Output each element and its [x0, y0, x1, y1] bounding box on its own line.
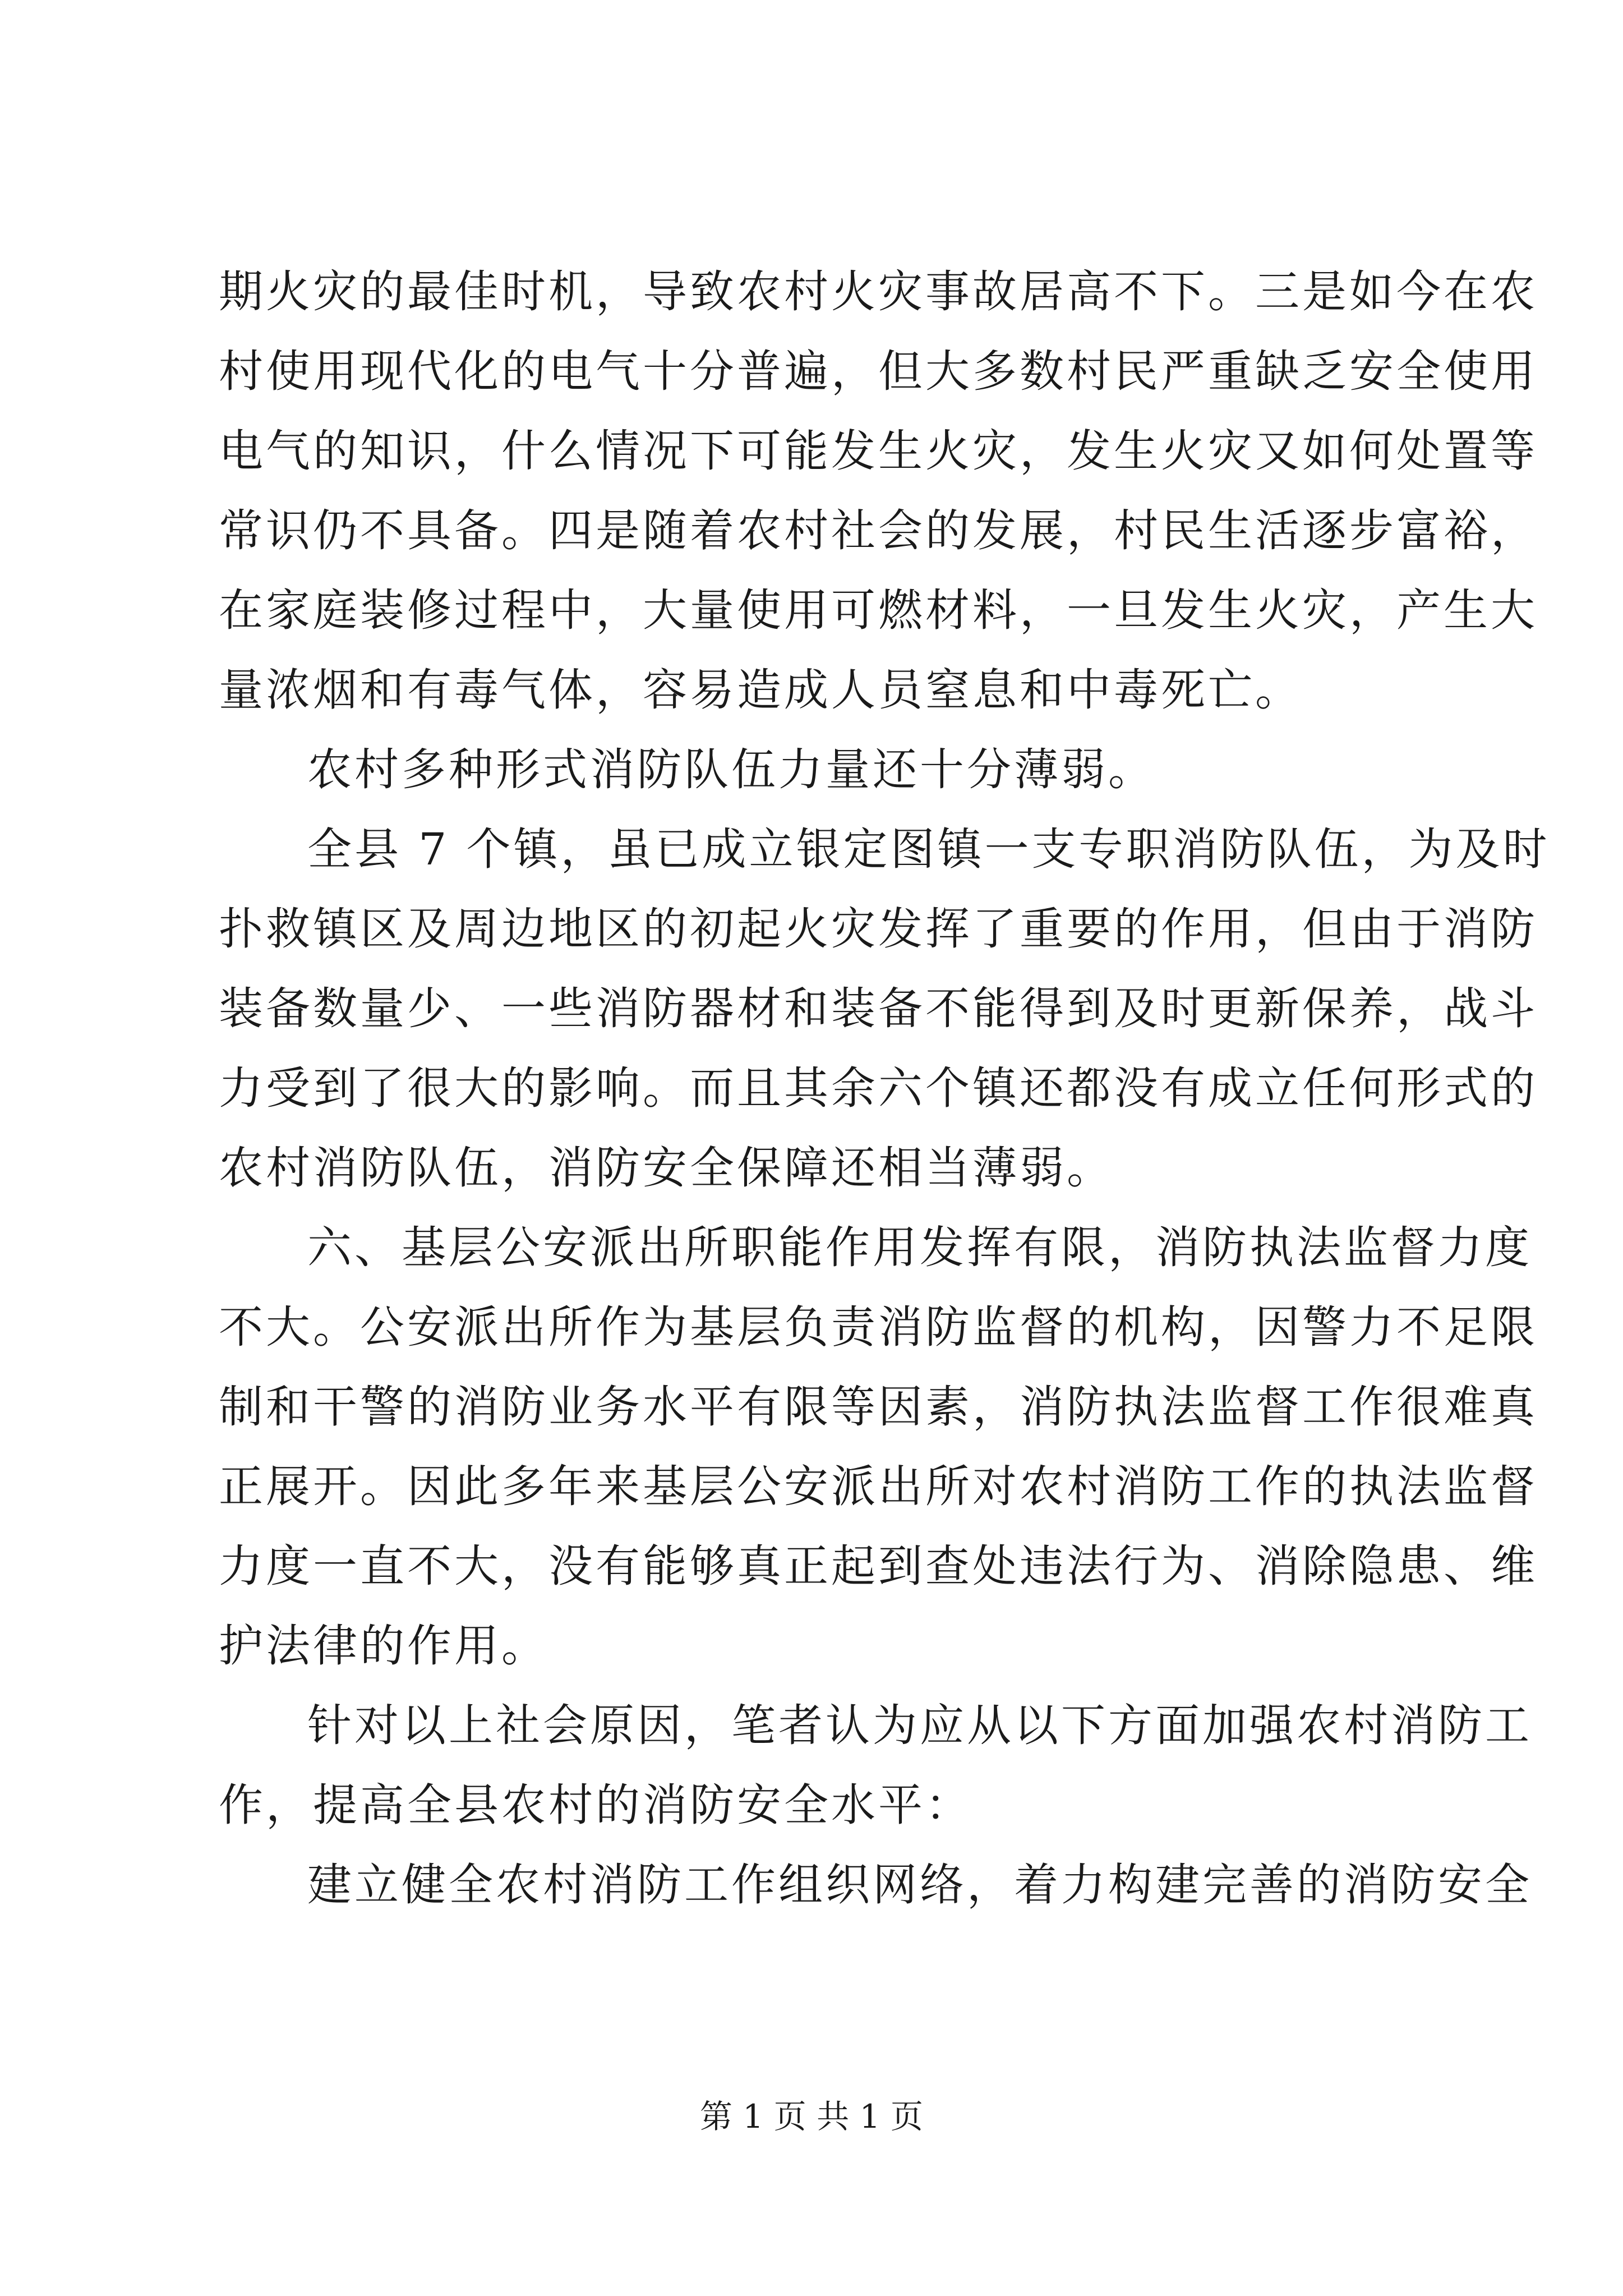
text-line: 农村消防队伍，消防安全保障还相当薄弱。	[219, 1142, 1114, 1194]
text-line: 力度一直不大，没有能够真正起到查处违法行为、消除隐患、维	[219, 1540, 1538, 1592]
text-line: 不大。公安派出所作为基层负责消防监督的机构，因警力不足限	[219, 1301, 1538, 1353]
text-line: 装备数量少、一些消防器材和装备不能得到及时更新保养，战斗	[219, 983, 1538, 1034]
text-line: 扑救镇区及周边地区的初起火灾发挥了重要的作用，但由于消防	[219, 903, 1538, 955]
paragraph-heading: 农村多种形式消防队伍力量还十分薄弱。	[307, 744, 1155, 795]
page-footer: 第 1 页 共 1 页	[700, 2097, 923, 2136]
text-line: 在家庭装修过程中，大量使用可燃材料，一旦发生火灾，产生大	[219, 585, 1538, 636]
text-line: 制和干警的消防业务水平有限等因素，消防执法监督工作很难真	[219, 1381, 1538, 1433]
text-line: 正展开。因此多年来基层公安派出所对农村消防工作的执法监督	[219, 1461, 1538, 1512]
text-line: 期火灾的最佳时机，导致农村火灾事故居高不下。三是如今在农	[219, 266, 1538, 318]
text-line: 作，提高全县农村的消防安全水平：	[219, 1779, 972, 1831]
text-line: 全县 7 个镇，虽已成立银定图镇一支专职消防队伍，为及时	[307, 823, 1550, 875]
text-line: 六、基层公安派出所职能作用发挥有限，消防执法监督力度	[307, 1222, 1532, 1273]
text-line: 建立健全农村消防工作组织网络，着力构建完善的消防安全	[307, 1859, 1532, 1911]
text-line: 力受到了很大的影响。而且其余六个镇还都没有成立任何形式的	[219, 1062, 1538, 1114]
text-line: 电气的知识，什么情况下可能发生火灾，发生火灾又如何处置等	[219, 425, 1538, 477]
text-line: 常识仍不具备。四是随着农村社会的发展，村民生活逐步富裕，	[219, 505, 1538, 556]
text-line: 护法律的作用。	[219, 1620, 548, 1672]
text-line: 针对以上社会原因，笔者认为应从以下方面加强农村消防工	[307, 1700, 1532, 1751]
text-line: 量浓烟和有毒气体，容易造成人员窒息和中毒死亡。	[219, 664, 1302, 716]
text-line: 村使用现代化的电气十分普遍，但大多数村民严重缺乏安全使用	[219, 346, 1538, 397]
